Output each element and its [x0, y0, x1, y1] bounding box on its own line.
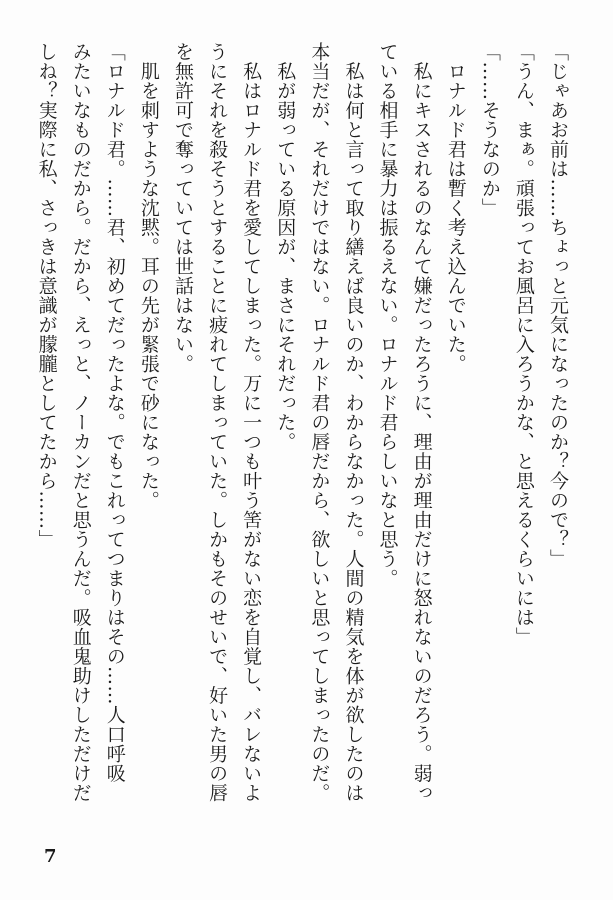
text-line: ている相手に暴力は振るえない。ロナルド君らしいなと思う。 [376, 42, 399, 588]
text-line: 「じゃあお前は……ちょっと元気になったのか？今ので？」 [547, 42, 569, 569]
text-line: しね？実際に私、さっきは意識が朦朧としてたから……」 [35, 42, 58, 549]
text-line: 私にキスされるのなんて嫌だったろうに、理由が理由だけに怒れないのだろう。弱っ [410, 42, 433, 803]
text-line: 私は何と言って取り繕えば良いのか、わからなかった。人間の精気を体が欲したのは [342, 42, 365, 803]
text-line: 「ロナルド君。……君、初めてだったよな。でもこれってつまりはその……人口呼吸 [103, 42, 126, 783]
text-line: 肌を刺すような沈黙。耳の先が緊張で砂になった。 [137, 42, 160, 510]
text-line: ロナルド君は暫く考え込んでいた。 [444, 42, 467, 374]
text-line: 「うん、まぁ。頑張ってお風呂に入ろうかな、と思えるくらいには」 [512, 42, 535, 647]
text-line: 私が弱っている原因が、まさにそれだった。 [274, 42, 297, 452]
text-line: うにそれを殺そうとすることに疲れてしまっていた。しかもそのせいで、好いた男の唇 [206, 42, 229, 803]
text-line: 私はロナルド君を愛してしまった。万に一つも叶う筈がない恋を自覚し、バレないよ [240, 42, 263, 803]
page-number: 7 [44, 846, 57, 867]
vertical-text-body [27, 42, 575, 822]
text-line: を無許可で奪っていては世話はない。 [171, 42, 194, 374]
text-line: みたいなものだから。だから、えっと、ノーカンだと思うんだ。吸血鬼助けしただけだ [69, 42, 92, 803]
text-line: 「……そうなのか」 [478, 42, 501, 218]
text-line: 本当だが、それだけではない。ロナルド君の唇だから、欲しいと思ってしまったのだ。 [308, 42, 331, 803]
